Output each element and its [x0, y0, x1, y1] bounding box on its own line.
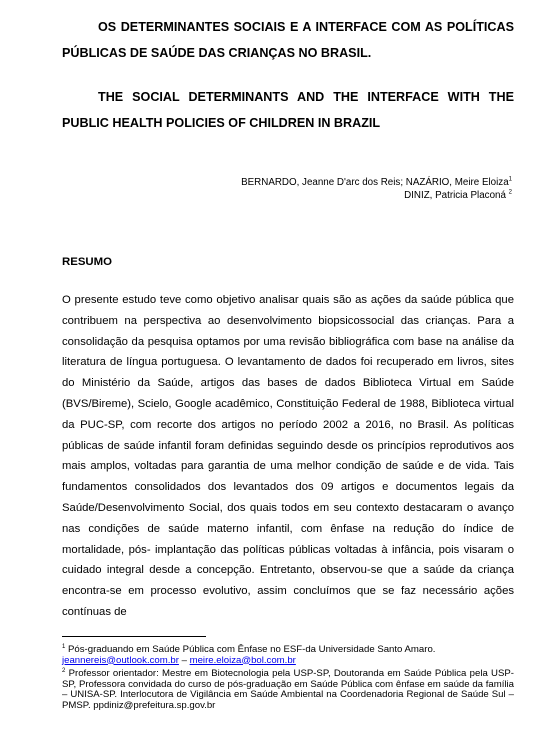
footnote-1-number: 1: [62, 643, 66, 650]
author-list: [241, 176, 512, 202]
email-link-meire[interactable]: meire.eloiza@bol.com.br: [189, 654, 296, 666]
author-line-1: BERNARDO, Jeanne D'arc dos Reis; NAZÁRIO, Meire Eloiza$^1$: [241, 176, 512, 188]
footnote-1-text: Pós-graduando em Saúde Pública com Ênfase no ESF-da Universidade Santo Amaro.: [68, 644, 436, 655]
title-portuguese-text: OS DETERMINANTES SOCIAIS E A INTERFACE COM AS POLÍTICAS PÚBLICAS DE SAÚDE DAS CRIANÇAS NO BRASIL.: [62, 20, 514, 60]
footnote-ref-1: 1: [508, 176, 512, 183]
abstract-heading: RESUMO: [62, 256, 112, 268]
title-english-text: THE SOCIAL DETERMINANTS AND THE INTERFACE WITH THE PUBLIC HEALTH POLICIES OF CHILDREN IN BRAZIL: [62, 90, 514, 130]
footnote-separator: [62, 636, 206, 637]
footnote-ref-2: 2: [508, 189, 512, 196]
footnote-2: [62, 669, 514, 711]
abstract-body: O presente estudo teve como objetivo analisar quais são as ações da saúde pública que contribuem na perspectiva ao desenvolvimento biopsicossocial das crianças. Para a consolidação da pesquisa optamos por uma revisão bibliográfica com base na análise da literatura de língua portuguesa. O levantamento de dados foi recuperado em livros, sites do Ministério da Saúde, artigos das bases de dados Biblioteca Virtual em Saúde (BVS/Bireme), Scielo, Google acadêmico, Constituição Federal de 1988, Biblioteca virtual da PUC-SP, com recorte dos artigos no período 2002 a 2016, no Brasil. As políticas públicas de saúde infantil foram definidas seguindo desde os princípios reprodutivos aos mais amplos, voltadas para garantia de uma melhor condição de saúde e de vida. Tais fundamentos consolidados dos levantados dos 09 artigos e documentos legais da Saúde/Desenvolvimento Social, dos quais todos em seu contexto destacaram o avanço nas condições de saúde materno infantil, com ênfase na redução do índice de mortalidade, pós- implantação das políticas públicas voltadas à infância, pois visaram o cuidado integral desde a concepção. Entretanto, observou-se que a saúde da criança encontra-se em processo evolutivo, assim concluímos que se faz necessário ações contínuas de: [62, 294, 514, 618]
title-portuguese: [62, 14, 514, 66]
title-english: [62, 84, 514, 136]
footnote-1: [62, 645, 514, 666]
footnote-2-number: 2: [62, 667, 66, 674]
email-link-jeanne[interactable]: jeannereis@outlook.com.br: [62, 654, 179, 666]
footnote-1-separator: –: [178, 654, 190, 666]
author-line-2: DINIZ, Patricia Placoná $^2$: [404, 189, 512, 201]
footnote-2-text: Professor orientador: Mestre em Biotecnologia pela USP-SP, Doutoranda em Saúde Pública pela USP- SP, Professora convidada do curso de pós-graduação em Saúde Pública com ênfase em saúde da família – UNISA-SP. Interlocutora de Vigilância em Saúde Ambiental na Coordenadoria Regional de Saúde Sul – PMSP. ppdiniz@prefeitura.sp.gov.br: [62, 668, 514, 711]
